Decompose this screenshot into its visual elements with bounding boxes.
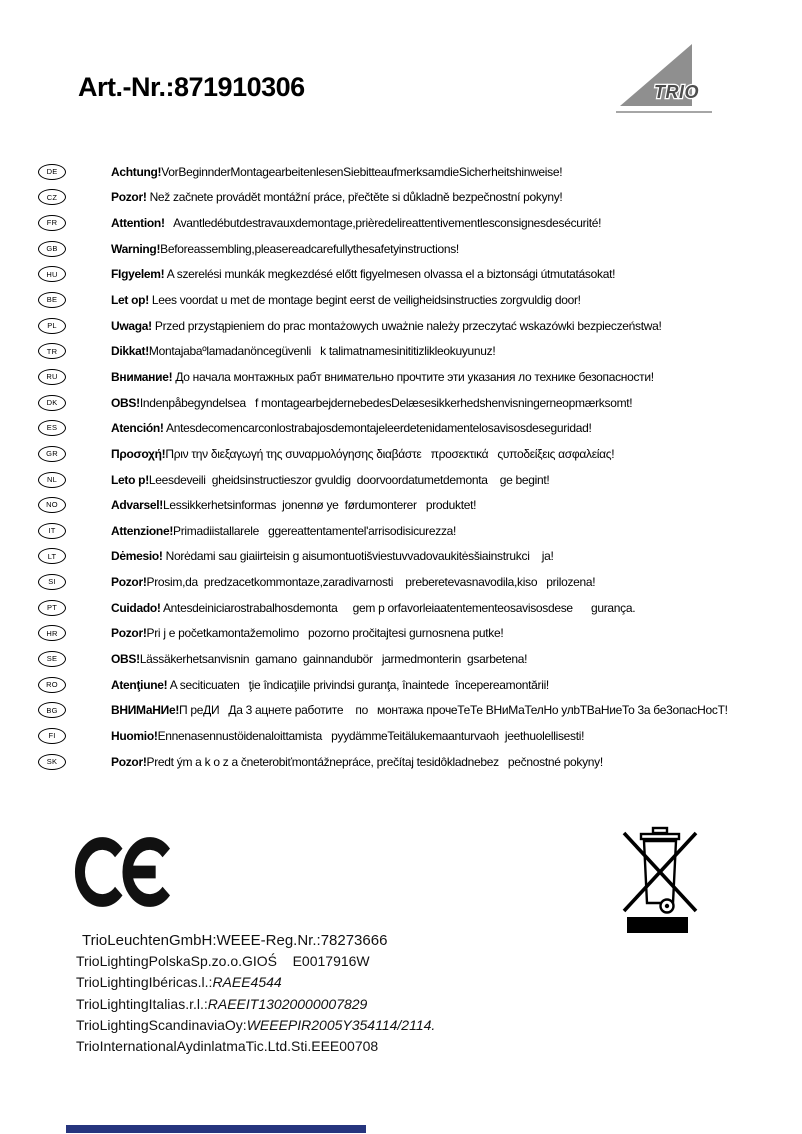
warning-text: Πριν την διεξαγωγή της συναρμολόγησης διαβάστε προσεκτικά ςυποδείξεις ασφαλείας!: [165, 446, 615, 461]
warning-lead: Advarsel!: [111, 498, 163, 513]
weee-black-bar: [627, 917, 688, 933]
warning-textline: [111, 626, 503, 640]
warning-row: [0, 569, 802, 595]
warning-lead: FIgyelem!: [111, 267, 165, 282]
warning-lead: Pozor!: [111, 754, 147, 769]
bin-wheel-hub: [665, 904, 669, 908]
registration-line: [76, 994, 435, 1015]
warning-textline: [111, 473, 549, 487]
language-badge: CZ: [38, 189, 66, 205]
bin-handle: [653, 828, 667, 833]
warning-lead: Внимание!: [111, 369, 173, 384]
warning-text: Lessikkerhetsinformas jonennø ye førdumonterer produktet!: [163, 498, 477, 513]
warning-textline: [111, 370, 654, 384]
warning-lead: Warning!: [111, 241, 161, 256]
warning-lead: Dėmesio!: [111, 549, 163, 564]
warning-text: Než začnete provádět montážní práce, přečtěte si důkladně bezpečnostní pokyny!: [146, 190, 563, 205]
registration-line: [76, 930, 435, 951]
warning-text: Predt ým a k o z a čneterobiťmontážnepráce, prečítaj tesidôkladnebez pečnostné pokyny!: [146, 754, 603, 769]
warning-textline: [111, 524, 456, 538]
warning-lead: Attention!: [111, 216, 165, 231]
warning-lead: Dikkat!: [111, 344, 149, 359]
registration-text: TrioLightingScandinaviaOy:: [76, 1016, 247, 1033]
warning-textline: [111, 729, 584, 743]
language-badge: SI: [38, 574, 66, 590]
warning-textline: [111, 703, 728, 717]
warning-text: Lässäkerhetsanvisnin gamano gainnandubör jarmedmonterin gsarbetena!: [139, 651, 528, 666]
language-badge: NO: [38, 497, 66, 513]
warning-row: [0, 210, 802, 236]
warning-lead: OBS!: [111, 395, 140, 410]
warning-textline: [111, 242, 459, 256]
warning-lead: Let op!: [111, 293, 149, 308]
registration-code: RAEEIT13020000007829: [207, 995, 368, 1012]
warning-text: A szerelési munkák megkezdésé előtt figyelmesen olvassa el a biztonsági útmutatásokat!: [164, 267, 616, 282]
warning-row: [0, 287, 802, 313]
language-badge: FR: [38, 215, 66, 231]
warning-lead: Attenzione!: [111, 523, 174, 538]
warning-lead: Pozor!: [111, 190, 147, 205]
warning-textline: [111, 601, 635, 615]
warning-text: Avantledébutdestravauxdemontage,prièredelireattentivementlesconsignesdesécurité!: [164, 216, 602, 231]
registration-code: RAEE4544: [212, 974, 282, 991]
weee-bin-icon: [619, 825, 701, 915]
warning-lead: Uwaga!: [111, 318, 152, 333]
language-badge: TR: [38, 343, 66, 359]
registration-text: TrioLeuchtenGmbH:WEEE-Reg.Nr.:78273666: [82, 932, 388, 949]
language-badge: GB: [38, 241, 66, 257]
warning-lead: ВНИМаНИе!: [111, 703, 180, 718]
warning-text: Ennenasennustöidenaloittamista pyydämmeTeitälukemaanturvaoh jeethuolellisesti!: [157, 728, 585, 743]
warning-textline: [111, 678, 549, 692]
warning-row: [0, 646, 802, 672]
warning-row: [0, 313, 802, 339]
warning-row: [0, 467, 802, 493]
registration-line: [76, 1036, 435, 1057]
warning-text: Pri j e početkamontažemolimo pozorno pročitajtesi gurnosnena putke!: [146, 626, 504, 641]
warning-row: [0, 621, 802, 647]
warning-text: До начала монтажных рабт внимательно прочтите эти указания ло технике безопасности!: [172, 369, 654, 384]
warning-text: П реДИ Да 3 ацнете работите по монтажа прочеТеТе ВНиМаТелНо улbТВаНиеТо 3а бе3опасНосТ!: [179, 703, 728, 718]
bin-lid: [641, 834, 679, 839]
warning-text: Lees voordat u met de montage begint eerst de veiligheidsinstructies zorgvuldig door!: [148, 293, 581, 308]
warning-text: Indenpåbegyndelsea f montagearbejdernebedesDelæsesikkerhedshenvisningerneopmærksomt!: [139, 395, 633, 410]
warning-textline: [111, 319, 662, 333]
language-badge: BE: [38, 292, 66, 308]
warning-textline: [111, 549, 553, 563]
warning-lead: Leto p!: [111, 472, 149, 487]
page-title: Art.-Nr.:871910306: [78, 72, 305, 102]
warning-row: [0, 338, 802, 364]
language-badge: RO: [38, 677, 66, 693]
language-badge: IT: [38, 523, 66, 539]
warning-lead: Pozor!: [111, 626, 147, 641]
warning-text: Primadiistallarele ggereattentamentel'arrisodisicurezza!: [173, 523, 457, 538]
ce-letter-c: [80, 844, 119, 901]
warning-row: [0, 441, 802, 467]
warning-text: Prosim,da predzacetkommontaze,zaradivarnosti preberetevasnavodila,kiso prilozena!: [146, 575, 596, 590]
warning-text: Beforeassembling,pleasereadcarefullythesafetyinstructions!: [160, 241, 459, 256]
warning-textline: [111, 165, 562, 179]
warning-row: [0, 697, 802, 723]
warning-lead: Προσοχή!: [111, 446, 166, 461]
warning-row: [0, 518, 802, 544]
registration-line: [76, 1015, 435, 1036]
warning-textline: [111, 498, 476, 512]
logo-underline: [616, 111, 712, 113]
language-badge: LT: [38, 548, 66, 564]
warning-textline: [111, 216, 601, 230]
warning-textline: [111, 190, 562, 204]
warning-row: [0, 492, 802, 518]
language-badge: SK: [38, 754, 66, 770]
warning-text: Antesdeiniciarostrabalhosdemonta gem p orfavorleiaatentementeosavisosdese gurança.: [160, 600, 636, 615]
trio-logo-text: TRIO: [654, 82, 699, 102]
warning-row: [0, 390, 802, 416]
registration-line: [76, 951, 435, 972]
registration-list: [76, 930, 435, 1057]
registration-text: TrioInternationalAydinlatmaTic.Ltd.Sti.EEE00708: [76, 1037, 379, 1054]
language-badge: BG: [38, 702, 66, 718]
registration-code: WEEEPIR2005Y354114/2114.: [246, 1016, 436, 1033]
trio-logo: [616, 42, 716, 110]
language-badge: GR: [38, 446, 66, 462]
warning-textline: [111, 755, 603, 769]
language-badge: PT: [38, 600, 66, 616]
warning-lead: Atenţiune!: [111, 677, 168, 692]
warning-row: [0, 595, 802, 621]
language-badge: DK: [38, 395, 66, 411]
warning-text: Przed przystąpieniem do prac montażowych uważnie należy przeczytać wskazówki bezpieczeństwa!: [151, 318, 662, 333]
warning-list: [0, 159, 802, 774]
warning-text: VorBeginnderMontagearbeitenlesenSiebitteaufmerksamdieSicherheitshinweise!: [161, 164, 563, 179]
warning-textline: [111, 421, 592, 435]
language-badge: DE: [38, 164, 66, 180]
registration-text: TrioLightingIbéricas.l.:: [76, 974, 213, 991]
language-badge: RU: [38, 369, 66, 385]
warning-textline: [111, 575, 595, 589]
warning-row: [0, 159, 802, 185]
warning-row: [0, 185, 802, 211]
language-badge: HR: [38, 625, 66, 641]
warning-row: [0, 544, 802, 570]
warning-lead: OBS!: [111, 651, 140, 666]
warning-lead: Pozor!: [111, 575, 147, 590]
warning-row: [0, 262, 802, 288]
warning-lead: Atención!: [111, 421, 164, 436]
warning-textline: [111, 652, 527, 666]
warning-text: A seciticuaten ţie îndicaţiile privindsi guranţa, înaintede începereamontării!: [167, 677, 549, 692]
ce-mark-icon: [74, 834, 172, 910]
warning-text: Montajabaºlamadanöncegüvenli k talimatnamesinititizlikleokuyunuz!: [148, 344, 496, 359]
language-badge: PL: [38, 318, 66, 334]
bottom-bar: [66, 1125, 366, 1133]
warning-text: Leesdeveili gheidsinstructieszor gvuldig doorvoordatumetdemonta ge begint!: [148, 472, 550, 487]
registration-text: TrioLightingPolskaSp.zo.o.GIOŚ E0017916W: [76, 953, 370, 970]
warning-textline: [111, 344, 495, 358]
registration-line: [76, 972, 435, 993]
warning-row: [0, 415, 802, 441]
warning-textline: [111, 293, 581, 307]
warning-lead: Cuidado!: [111, 600, 161, 615]
language-badge: ES: [38, 420, 66, 436]
warning-textline: [111, 396, 632, 410]
warning-row: [0, 236, 802, 262]
language-badge: SE: [38, 651, 66, 667]
language-badge: NL: [38, 472, 66, 488]
warning-row: [0, 723, 802, 749]
language-badge: FI: [38, 728, 66, 744]
warning-row: [0, 364, 802, 390]
warning-lead: Huomio!: [111, 728, 158, 743]
warning-textline: [111, 447, 614, 461]
language-badge: HU: [38, 266, 66, 282]
warning-lead: Achtung!: [111, 164, 162, 179]
warning-textline: [111, 267, 615, 281]
warning-text: Antesdecomencarconlostrabajosdemontajeleerdetenidamentelosavisosdeseguridad!: [163, 421, 592, 436]
warning-row: [0, 749, 802, 775]
warning-text: Norėdami sau giaiirteisin g aisumontuotišviestuvvadovaukitėsšiainstrukci ja!: [162, 549, 554, 564]
warning-row: [0, 672, 802, 698]
registration-text: TrioLightingItalias.r.l.:: [76, 995, 208, 1012]
